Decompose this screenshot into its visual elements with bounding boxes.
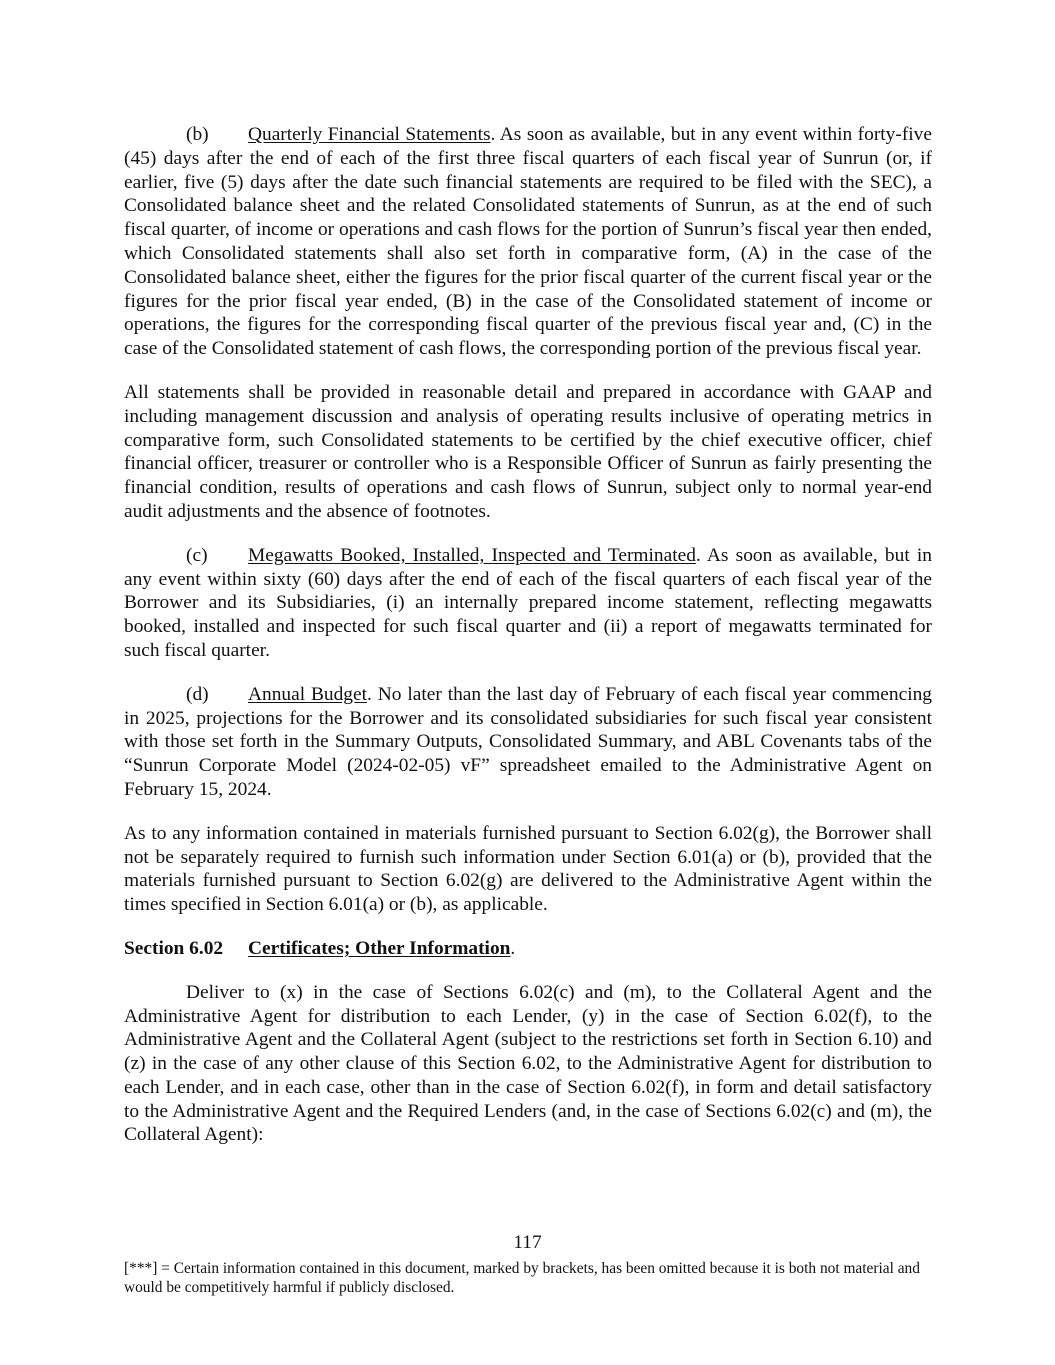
clause-label: (d): [186, 683, 209, 705]
paragraph-quarterly-financial-statements: [124, 123, 932, 361]
paragraph-as-to-information: As to any information contained in materials furnished pursuant to Section 6.02(g), the Borrower shall not be separately required to furnish such information under Section 6.01(a) or (b), provided that the materials furnished pursuant to Section 6.02(g) are delivered to the Administrative Agent within the times specified in Section 6.01(a) or (b), as applicable.: [124, 822, 932, 916]
footnote: [***] = Certain information contained in this document, marked by brackets, has been omitted because it is both not material and would be competitively harmful if publicly disclosed.: [124, 1260, 920, 1296]
page-number: 117: [513, 1232, 542, 1253]
section-title: Certificates; Other Information: [248, 937, 511, 959]
clause-heading: Annual Budget: [248, 683, 367, 705]
document-body: [124, 123, 932, 1167]
clause-text: As soon as available, but in any event within sixty (60) days after the end of each of the fiscal quarters of each fiscal year of the Borrower and its Subsidiaries, (i) an internally prepared income statement, reflecting megawatts booked, installed and inspected for such fiscal quarter and (ii) a report of megawatts terminated for such fiscal quarter.: [124, 544, 933, 661]
section-number: Section 6.02: [124, 937, 224, 959]
paragraph-all-statements: All statements shall be provided in reasonable detail and prepared in accordance with GAAP and including management discussion and analysis of operating results inclusive of operating metrics in comparative form, such Consolidated statements to be certified by the chief executive officer, chief financial officer, treasurer or controller who is a Responsible Officer of Sunrun as fairly presenting the financial condition, results of operations and cash flows of Sunrun, subject only to normal year-end audit adjustments and the absence of footnotes.: [124, 381, 932, 522]
clause-heading: Quarterly Financial Statements: [248, 124, 491, 145]
clause-heading-period: .: [367, 683, 372, 705]
paragraph-annual-budget: [124, 683, 932, 802]
paragraph-deliver: Deliver to (x) in the case of Sections 6.02(c) and (m), to the Collateral Agent and the Administrative Agent for distribution to each Lender, (y) in the case of Section 6.02(f), to the Administrative Agent and the Collateral Agent (subject to the restrictions set forth in Section 6.10) and (z) in the case of any other clause of this Section 6.02, to the Administrative Agent for distribution to each Lender, and in each case, other than in the case of Section 6.02(f), in form and detail satisfactory to the Administrative Agent and the Required Lenders (and, in the case of Sections 6.02(c) and (m), the Collateral Agent):: [124, 981, 932, 1146]
clause-heading-period: .: [490, 124, 496, 145]
clause-text: No later than the last day of February of each fiscal year commencing in 2025, projections for the Borrower and its consolidated subsidiaries for such fiscal year consistent with those set forth in the Summary Outputs, Consolidated Summary, and ABL Covenants tabs of the “Sunrun Corporate Model (2024-02-05) vF” spreadsheet emailed to the Administrative Agent on February 15, 2024.: [124, 683, 932, 800]
clause-label: (c): [186, 544, 208, 566]
paragraph-megawatts: [124, 544, 932, 663]
clause-text: As soon as available, but in any event within forty-five (45) days after the end of each of the first three fiscal quarters of each fiscal year of Sunrun (or, if earlier, five (5) days after the date such financial statements are required to be filed with the SEC), a Consolidated balance sheet and the related Consolidated statements of Sunrun, as at the end of such fiscal quarter, of income or operations and cash flows for the portion of Sunrun’s fiscal year then ended, which Consolidated statements shall also set forth in comparative form, (A) in the case of the Consolidated balance sheet, either the figures for the prior fiscal quarter of the current fiscal year or the figures for the prior fiscal year ended, (B) in the case of the Consolidated statement of income or operations, the figures for the corresponding fiscal quarter of the previous fiscal year and, (C) in the case of the Consolidated statement of cash flows, the corresponding portion of the previous fiscal year.: [124, 124, 932, 360]
clause-label: (b): [186, 124, 209, 145]
section-heading: [124, 937, 932, 961]
clause-heading: Megawatts Booked, Installed, Inspected and Terminated: [248, 544, 696, 566]
section-title-period: .: [510, 937, 516, 959]
clause-heading-period: .: [695, 544, 701, 566]
